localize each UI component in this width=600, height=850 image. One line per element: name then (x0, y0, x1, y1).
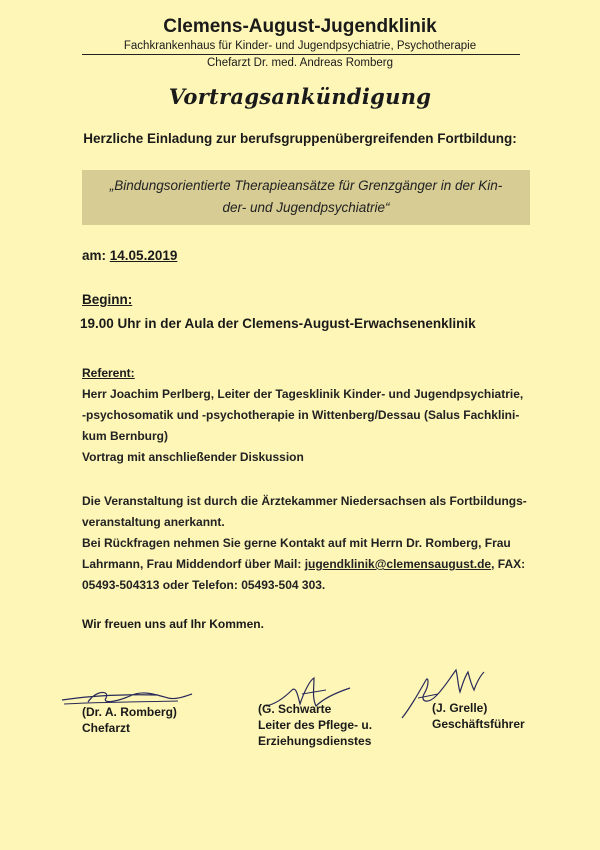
referent-block (82, 384, 530, 468)
begin-label: Beginn: (82, 292, 133, 307)
signer-name: (G. Schwarte (258, 702, 332, 716)
chief-physician: Chefarzt Dr. med. Andreas Romberg (207, 57, 393, 69)
topic-line-2: der- und Jugendpsychiatrie“ (222, 200, 390, 215)
clinic-subtitle: Fachkrankenhaus für Kinder- und Jugendpsychiatrie, Psychotherapie (123, 40, 477, 52)
signer-name: (Dr. A. Romberg) (82, 705, 177, 719)
topic-line-1: „Bindungsorientierte Therapieansätze für Grenzgänger in der Kin- (109, 178, 503, 193)
document-heading: Vortragsankündigung (168, 84, 432, 109)
signer-role: Chefarzt (82, 721, 131, 735)
email-link[interactable]: jugendklinik@clemensaugust.de (304, 557, 492, 571)
date-value: 14.05.2019 (109, 248, 178, 263)
signer-name: (J. Grelle) (432, 701, 488, 715)
notice-block (82, 491, 530, 596)
notice-text: , FAX: (491, 557, 526, 571)
notice-line (82, 554, 530, 575)
invitation-line: Herzliche Einladung zur berufsgruppenübergreifenden Fortbildung: (83, 131, 517, 146)
referent-line: Vortrag mit anschließender Diskussion (82, 450, 304, 464)
notice-line: Die Veranstaltung ist durch die Ärztekammer Niedersachsen als Fortbildungs- (82, 494, 527, 508)
signer-role: Geschäftsführer (432, 717, 525, 731)
referent-label: Referent: (82, 366, 135, 380)
event-date (82, 248, 177, 263)
topic-box (82, 170, 530, 225)
notice-text: Lahrmann, Frau Middendorf über Mail: (82, 557, 305, 571)
referent-line: -psychosomatik und -psychotherapie in Wittenberg/Dessau (Salus Fachklini- (82, 408, 520, 422)
signature-block-romberg (82, 704, 177, 736)
referent-line: Herr Joachim Perlberg, Leiter der Tagesklinik Kinder- und Jugendpsychiatrie, (82, 387, 524, 401)
signer-role: Leiter des Pflege- u. (258, 718, 373, 732)
signer-role: Erziehungsdienstes (258, 734, 372, 748)
closing-line: Wir freuen uns auf Ihr Kommen. (82, 617, 264, 631)
notice-line: veranstaltung anerkannt. (82, 515, 225, 529)
signature-block-grelle (432, 700, 525, 732)
begin-text: 19.00 Uhr in der Aula der Clemens-August-Erwachsenenklinik (80, 316, 476, 331)
clinic-name: Clemens-August-Jugendklinik (163, 16, 437, 37)
header-divider (82, 54, 520, 55)
signature-block-schwarte (258, 701, 372, 749)
date-label: am: (82, 248, 107, 263)
notice-line: Bei Rückfragen nehmen Sie gerne Kontakt auf mit Herrn Dr. Romberg, Frau (82, 536, 511, 550)
notice-line: 05493-504313 oder Telefon: 05493-504 303. (82, 578, 326, 592)
referent-line: kum Bernburg) (82, 429, 169, 443)
